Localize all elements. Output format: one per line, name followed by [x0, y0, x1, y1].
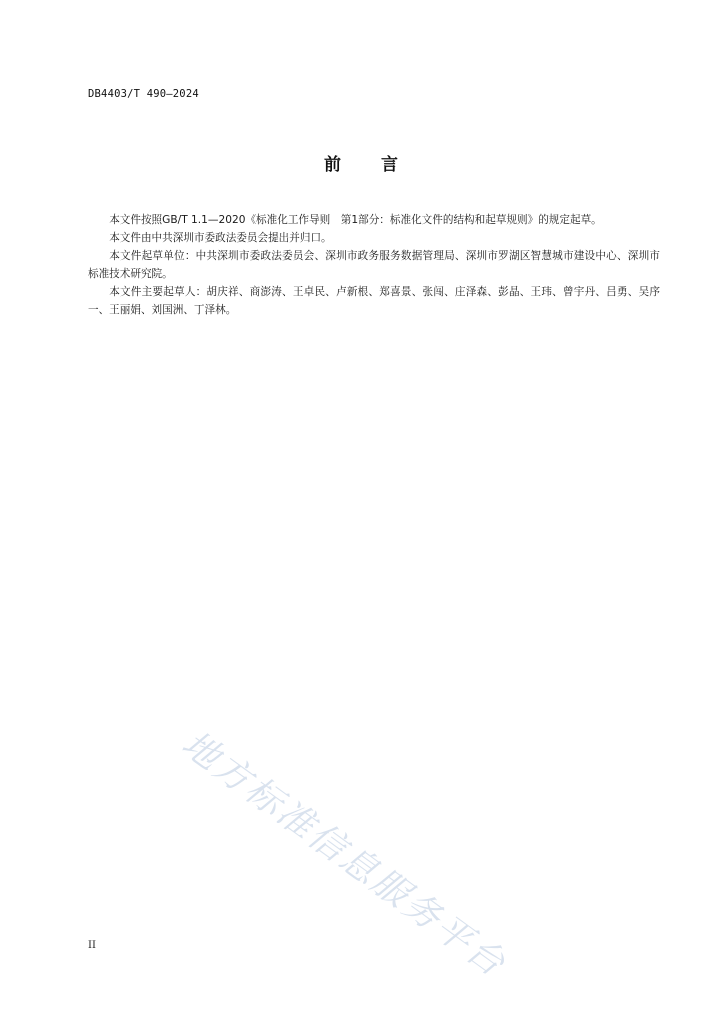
page-title: 前 言: [324, 155, 400, 175]
watermark: 地方标准信息服务平台: [174, 723, 514, 986]
paragraph-drafting-rules: 本文件按照GB/T 1.1—2020《标准化工作导则 第1部分：标准化文件的结构和起草规则》的规定起草。: [109, 214, 602, 226]
page-number: II: [88, 940, 96, 951]
foreword-body: [88, 211, 660, 319]
paragraph-drafting-units: 本文件起草单位：中共深圳市委政法委员会、深圳市政务服务数据管理局、深圳市罗湖区智慧城市建设中心、深圳市标准技术研究院。: [88, 250, 660, 280]
paragraph-proposer: 本文件由中共深圳市委政法委员会提出并归口。: [109, 232, 332, 244]
paragraph-drafters: 本文件主要起草人：胡庆祥、商澎涛、王卓民、卢新根、郑喜景、张闯、庄泽森、彭晶、王玮、曾宇丹、吕勇、吴序一、王丽娟、刘国洲、丁泽林。: [88, 286, 660, 316]
document-code: DB4403/T 490—2024: [88, 88, 199, 100]
